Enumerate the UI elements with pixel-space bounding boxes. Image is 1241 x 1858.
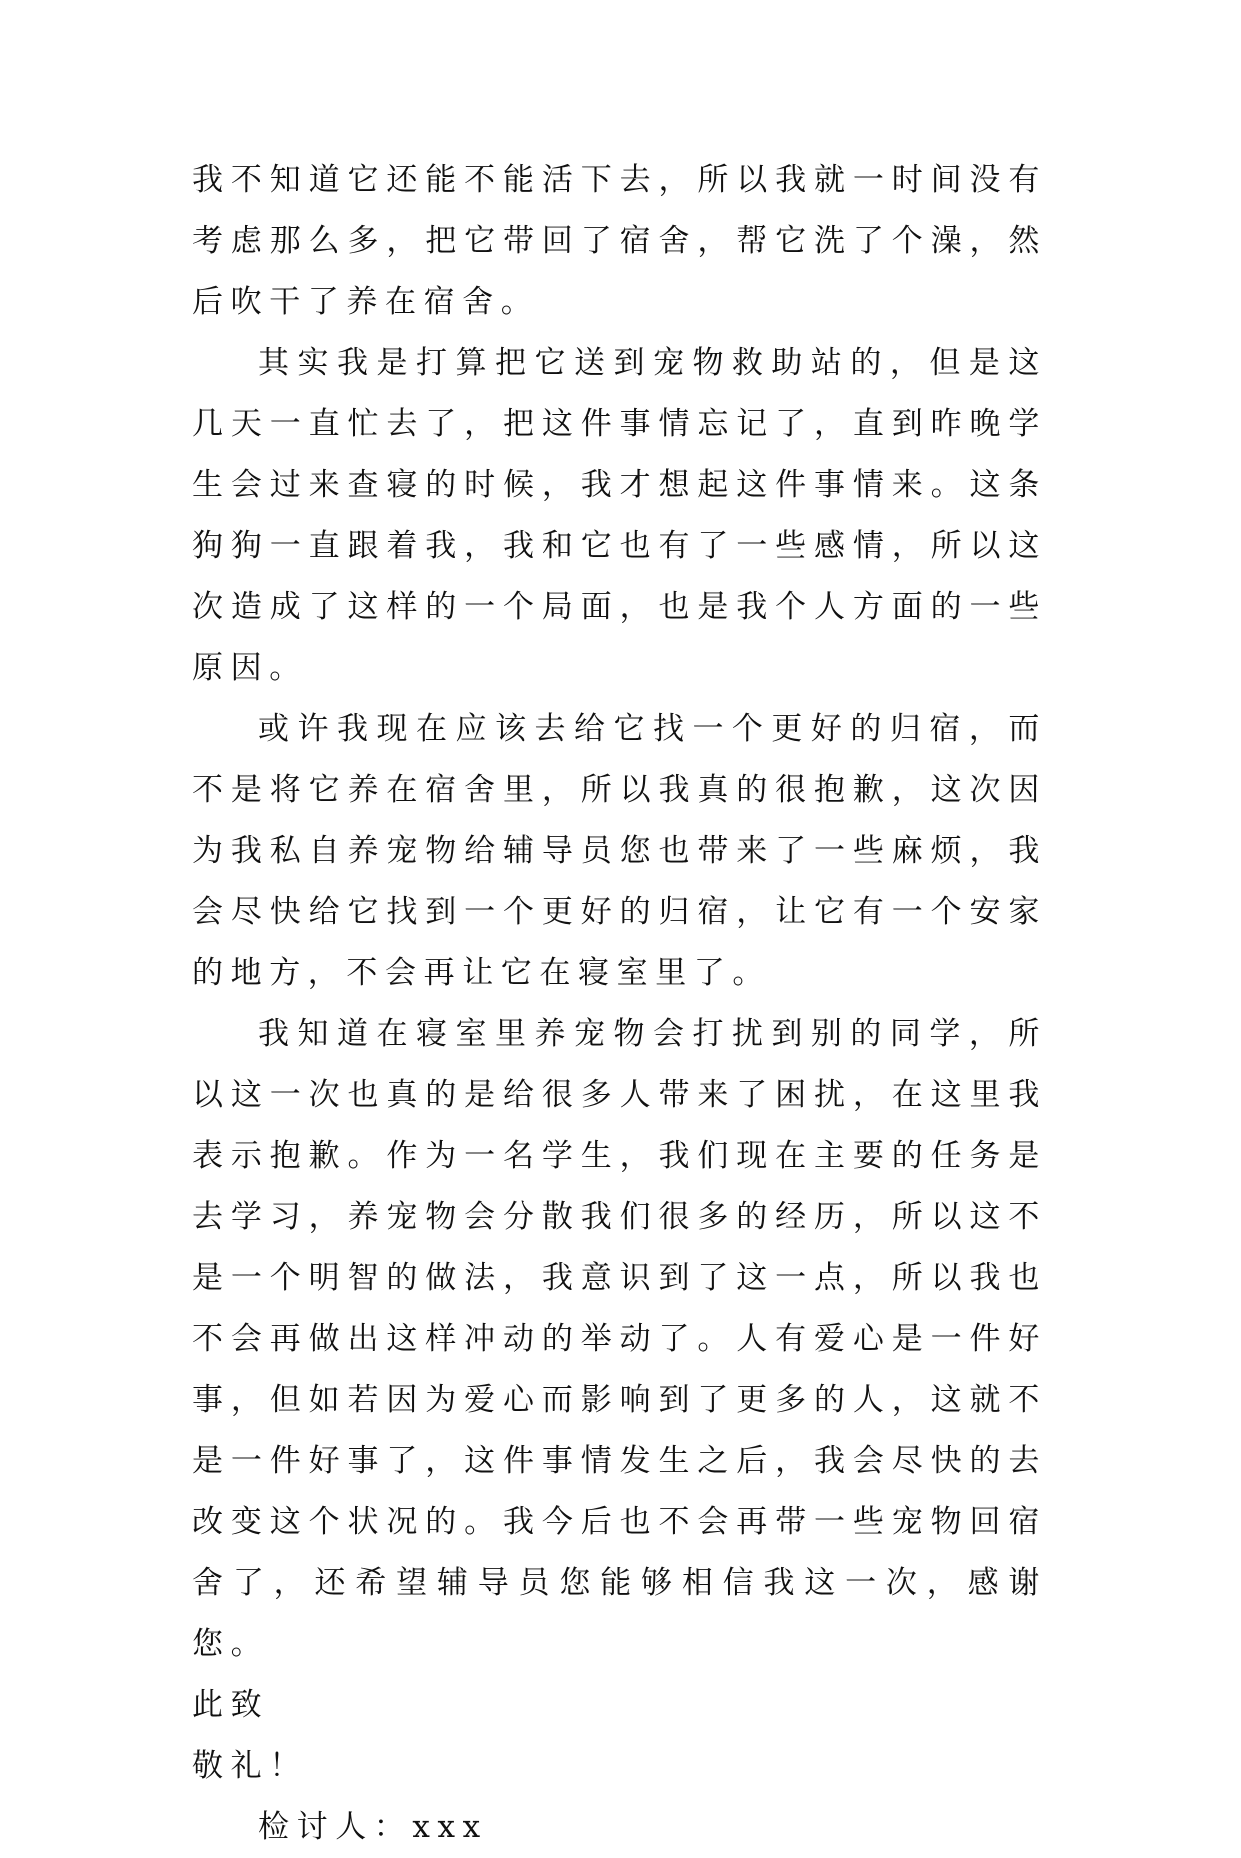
closing-salutation: 此致 [192,1687,270,1723]
paragraph-apology: 我知道在寝室里养宠物会打扰到别的同学，所以这一次也真的是给很多人带来了困扰，在这里我表示抱歉。作为一名学生，我们现在主要的任务是去学习，养宠物会分散我们很多的经历，所以这不是一个明智的做法，我意识到了这一点，所以我也不会再做出这样冲动的举动了。人有爱心是一件好事，但如若因为爱心而影响到了更多的人，这就不是一件好事了，这件事情发生之后，我会尽快的去改变这个状况的。我今后也不会再带一些宠物回宿舍了，还希望辅导员您能够相信我这一次，感谢您。 [192,1016,1047,1662]
paragraph-continuation: 我不知道它还能不能活下去，所以我就一时间没有考虑那么多，把它带回了宿舍，帮它洗了个澡，然后吹干了养在宿舍。 [192,162,1047,320]
paragraph-new-home: 或许我现在应该去给它找一个更好的归宿，而不是将它养在宿舍里，所以我真的很抱歉，这次因为我私自养宠物给辅导员您也带来了一些麻烦，我会尽快给它找到一个更好的归宿，让它有一个安家的地方，不会再让它在寝室里了。 [192,711,1047,991]
paragraph-rescue-station: 其实我是打算把它送到宠物救助站的，但是这几天一直忙去了，把这件事情忘记了，直到昨晚学生会过来查寝的时候，我才想起这件事情来。这条狗狗一直跟着我，我和它也有了一些感情，所以这次造成了这样的一个局面，也是我个人方面的一些原因。 [192,345,1047,686]
closing-regards: 敬礼！ [192,1748,308,1784]
letter-body [192,150,1047,1858]
signature-line: 检讨人：xxx [258,1809,488,1845]
